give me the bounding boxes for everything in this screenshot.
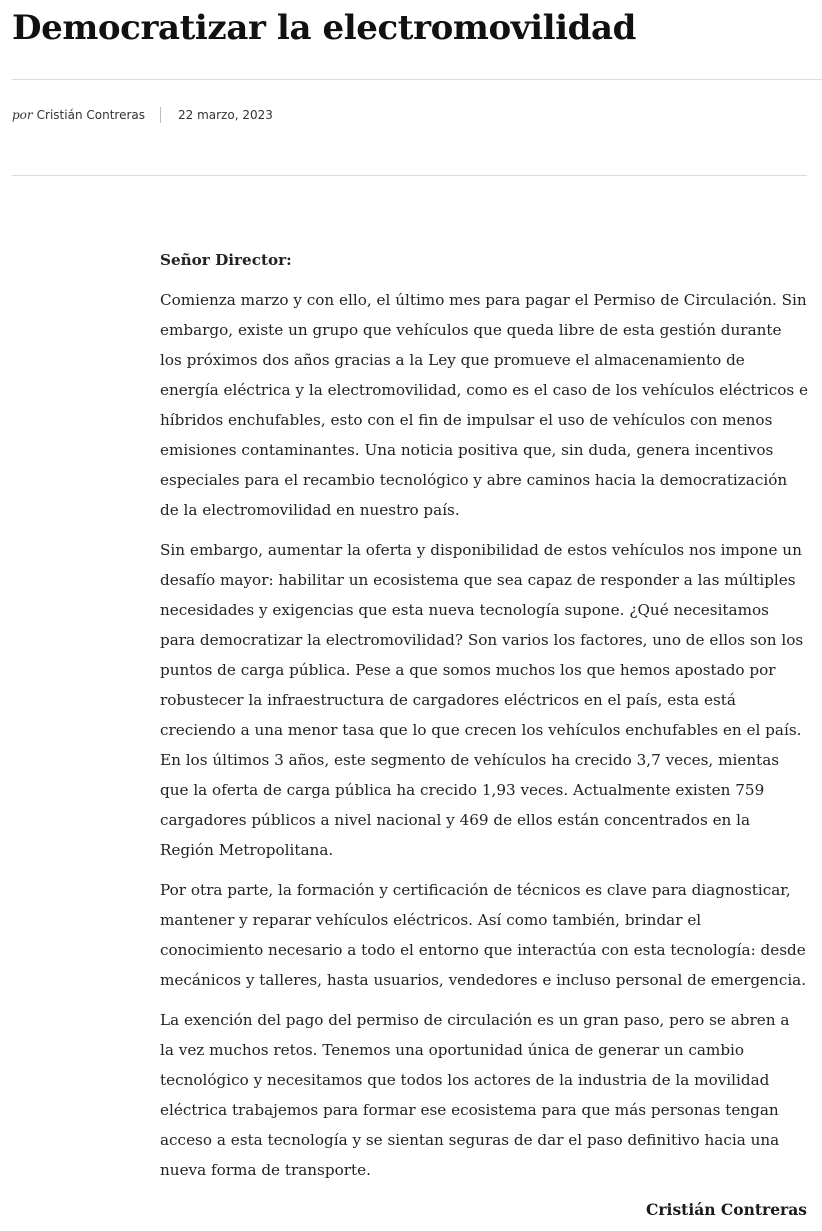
salutation: Señor Director: — [160, 251, 292, 269]
article-meta — [12, 105, 273, 125]
author-link[interactable]: Cristián Contreras — [36, 108, 145, 122]
article-title: Democratizar la electromovilidad — [12, 8, 637, 48]
article-body — [160, 245, 808, 1195]
meta-separator — [160, 107, 161, 123]
paragraph-4: La exención del pago del permiso de circulación es un gran paso, pero se abren a la vez muchos retos. Tenemos una oportunidad única de generar un cambio tecnológico y necesitamos que todos los actores de la industria de la movilidad eléctrica trabajemos para formar ese ecosistema para que más personas tengan acceso a esta tecnología y se sientan seguras de dar el paso definitivo hacia una nueva forma de transporte. — [160, 1011, 790, 1179]
paragraph-3: Por otra parte, la formación y certificación de técnicos es clave para diagnosticar, mantener y reparar vehículos eléctricos. Así como también, brindar el conocimiento necesario a todo el entorno que interactúa con esta tecnología: desde mecánicos y talleres, hasta usuarios, vendedores e incluso personal de emergencia. — [160, 881, 807, 989]
paragraph-2: Sin embargo, aumentar la oferta y disponibilidad de estos vehículos nos impone un desafío mayor: habilitar un ecosistema que sea capaz de responder a las múltiples necesidades y exigencias que esta nueva tecnología supone. ¿Qué necesitamos para democratizar la electromovilidad? Son varios los factores, uno de ellos son los puntos de carga pública. Pese a que somos muchos los que hemos apostado por robustecer la infraestructura de cargadores eléctricos en el país, esta está creciendo a una menor tasa que lo que crecen los vehículos enchufables en el país. En los últimos 3 años, este segmento de vehículos ha crecido 3,7 veces, mientas que la oferta de carga pública ha crecido 1,93 veces. Actualmente existen 759 cargadores públicos a nivel nacional y 469 de ellos están concentrados en la Región Metropolitana. — [160, 541, 804, 859]
publish-date: 22 marzo, 2023 — [178, 108, 273, 122]
byline-prefix: por — [12, 108, 33, 122]
paragraph-1: Comienza marzo y con ello, el último mes para pagar el Permiso de Circulación. Sin embargo, existe un grupo que vehículos que queda libre de esta gestión durante los próximos dos años gracias a la Ley que promueve el almacenamiento de energía eléctrica y la electromovilidad, como es el caso de los vehículos eléctricos e híbridos enchufables, esto con el fin de impulsar el uso de vehículos con menos emisiones contaminantes. Una noticia positiva que, sin duda, genera incentivos especiales para el recambio tecnológico y abre caminos hacia la democratización de la electromovilidad en nuestro país. — [160, 291, 808, 519]
header-divider — [12, 79, 822, 80]
meta-divider — [12, 175, 807, 176]
signature: Cristián Contreras — [646, 1200, 807, 1219]
